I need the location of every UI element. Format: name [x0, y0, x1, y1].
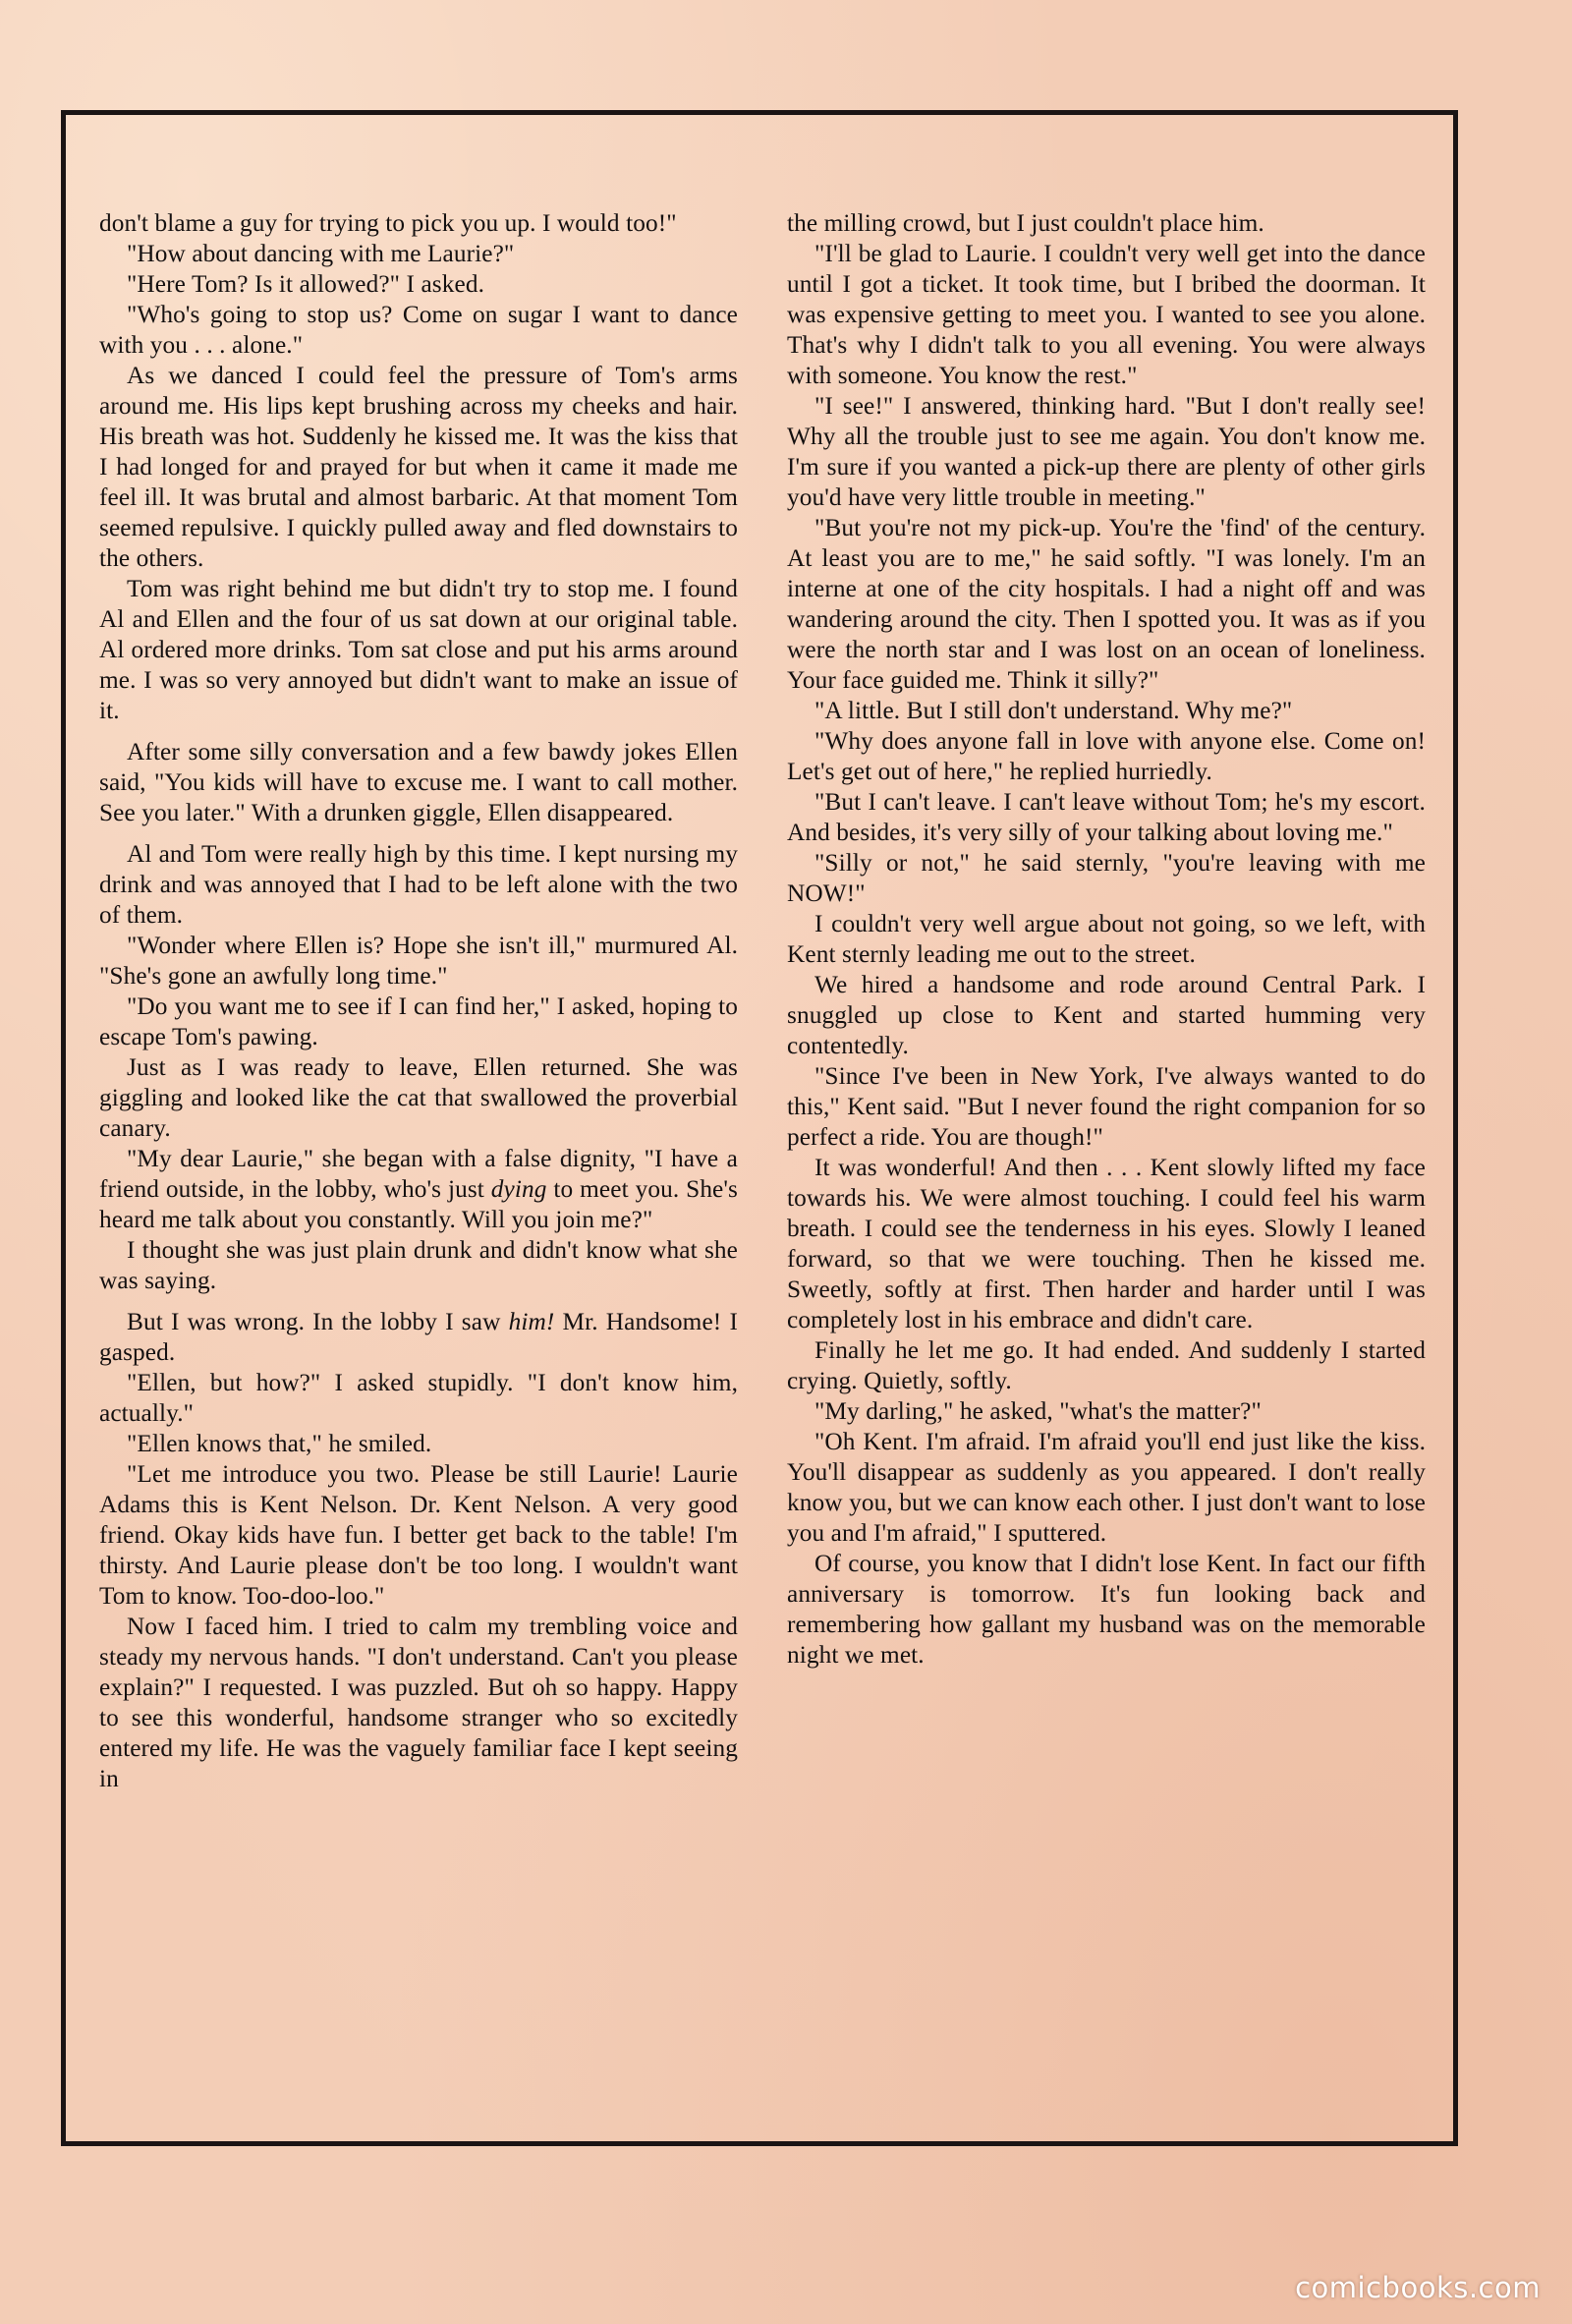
paragraph: "Since I've been in New York, I've always wanted to do this," Kent said. "But I never found the right companion for so perfect a ride. You are though!"	[787, 1062, 1426, 1151]
text-panel-frame	[61, 110, 1458, 2146]
paragraph: "Ellen, but how?" I asked stupidly. "I don't know him, actually."	[99, 1369, 738, 1427]
paragraph: don't blame a guy for trying to pick you up. I would too!"	[99, 209, 677, 237]
paragraph: "Wonder where Ellen is? Hope she isn't ill," murmured Al. "She's gone an awfully long time."	[99, 932, 738, 990]
paragraph: "Ellen knows that," he smiled.	[127, 1430, 432, 1457]
emphasis-text: him!	[508, 1308, 555, 1335]
text-run: to meet you. She's heard me talk about you constantly. Will you join me?"	[99, 1175, 738, 1233]
story-text-area	[99, 208, 1426, 2125]
paragraph: "Oh Kent. I'm afraid. I'm afraid you'll end just like the kiss. You'll disappear as suddenly as you appeared. I don't really know you, but we can know each other. I just don't want to lose you and I'm afraid," I sputtered.	[787, 1428, 1426, 1547]
paragraph: Just as I was ready to leave, Ellen returned. She was giggling and looked like the cat that swallowed the proverbial canary.	[99, 1053, 738, 1142]
emphasis-text: dying	[490, 1175, 547, 1203]
paragraph: Finally he let me go. It had ended. And suddenly I started crying. Quietly, softly.	[787, 1336, 1426, 1394]
paragraph: "I see!" I answered, thinking hard. "But I don't really see! Why all the trouble just to see me again. You don't know me. I'm sure if you wanted a pick-up there are plenty of other girls you'd have very little trouble in meeting."	[787, 392, 1426, 511]
paragraph	[99, 1144, 738, 1235]
paragraph: "But you're not my pick-up. You're the 'find' of the century. At least you are to me," he said softly. "I was lonely. I'm an interne at one of the city hospitals. I had a night off and was wandering around the city. Then I spotted you. It was as if you were the north star and I was lost on an ocean of loneliness. Your face guided me. Think it silly?"	[787, 514, 1426, 694]
paragraph: the milling crowd, but I just couldn't place him.	[787, 209, 1264, 237]
paragraph: "Do you want me to see if I can find her," I asked, hoping to escape Tom's pawing.	[99, 992, 738, 1050]
paragraph: It was wonderful! And then . . . Kent slowly lifted my face towards his. We were almost touching. I could feel his warm breath. I could see the tenderness in his eyes. Slowly I leaned forward, so that we were touching. Then he kissed me. Sweetly, softly at first. Then harder and harder until I was completely lost in his embrace and didn't care.	[787, 1154, 1426, 1333]
paragraph: We hired a handsome and rode around Central Park. I snuggled up close to Kent and started humming very contentedly.	[787, 971, 1426, 1059]
paragraph: I thought she was just plain drunk and didn't know what she was saying.	[99, 1236, 738, 1294]
site-watermark: comicbooks.com	[1295, 2271, 1541, 2304]
paragraph: "Silly or not," he said sternly, "you're leaving with me NOW!"	[787, 849, 1426, 907]
paragraph: Al and Tom were really high by this time. I kept nursing my drink and was annoyed that I had to be left alone with the two of them.	[99, 840, 738, 929]
paragraph	[99, 1307, 738, 1368]
paragraph: "But I can't leave. I can't leave without Tom; he's my escort. And besides, it's very silly of your talking about loving me."	[787, 788, 1426, 846]
text-run: "My dear Laurie," she began with a false dignity, "I have a friend outside, in the lobby, who's just	[99, 1145, 738, 1203]
paragraph: "Let me introduce you two. Please be still Laurie! Laurie Adams this is Kent Nelson. Dr. Kent Nelson. A very good friend. Okay kids have fun. I better get back to the table! I'm thirsty. And Laurie please don't be too long. I wouldn't want Tom to know. Too-doo-loo."	[99, 1460, 738, 1610]
text-run: Mr. Handsome! I gasped.	[99, 1308, 738, 1366]
paragraph: "Who's going to stop us? Come on sugar I want to dance with you . . . alone."	[99, 301, 738, 359]
paragraph: "I'll be glad to Laurie. I couldn't very well get into the dance until I got a ticket. It took time, but I bribed the doorman. It was expensive getting to meet you. I wanted to see you alone. That's why I didn't talk to you all evening. You were always with someone. You know the rest."	[787, 240, 1426, 389]
paragraph: After some silly conversation and a few bawdy jokes Ellen said, "You kids will have to excuse me. I want to call mother. See you later." With a drunken giggle, Ellen disappeared.	[99, 738, 738, 826]
paragraph: "Here Tom? Is it allowed?" I asked.	[127, 270, 485, 298]
paragraph: I couldn't very well argue about not going, so we left, with Kent sternly leading me out to the street.	[787, 910, 1426, 968]
left-column	[99, 208, 738, 2125]
paragraph: "Why does anyone fall in love with anyone else. Come on! Let's get out of here," he replied hurriedly.	[787, 727, 1426, 785]
paragraph: "A little. But I still don't understand. Why me?"	[814, 697, 1293, 724]
right-column	[787, 208, 1426, 2125]
paragraph: Of course, you know that I didn't lose Kent. In fact our fifth anniversary is tomorrow. It's fun looking back and remembering how gallant my husband was on the memorable night we met.	[787, 1550, 1426, 1669]
paragraph: Tom was right behind me but didn't try to stop me. I found Al and Ellen and the four of us sat down at our original table. Al ordered more drinks. Tom sat close and put his arms around me. I was so very annoyed but didn't want to make an issue of it.	[99, 575, 738, 724]
paragraph: As we danced I could feel the pressure of Tom's arms around me. His lips kept brushing across my cheeks and hair. His breath was hot. Suddenly he kissed me. It was the kiss that I had longed for and prayed for but when it came it made me feel ill. It was brutal and almost barbaric. At that moment Tom seemed repulsive. I quickly pulled away and fled downstairs to the others.	[99, 362, 738, 572]
paragraph: "My darling," he asked, "what's the matter?"	[814, 1397, 1262, 1425]
paragraph: "How about dancing with me Laurie?"	[127, 240, 515, 267]
paragraph: Now I faced him. I tried to calm my trembling voice and steady my nervous hands. "I don't understand. Can't you please explain?" I requested. I was puzzled. But oh so happy. Happy to see this wonderful, handsome stranger who so excitedly entered my life. He was the vaguely familiar face I kept seeing in	[99, 1613, 738, 1792]
text-run: But I was wrong. In the lobby I saw	[127, 1308, 509, 1335]
